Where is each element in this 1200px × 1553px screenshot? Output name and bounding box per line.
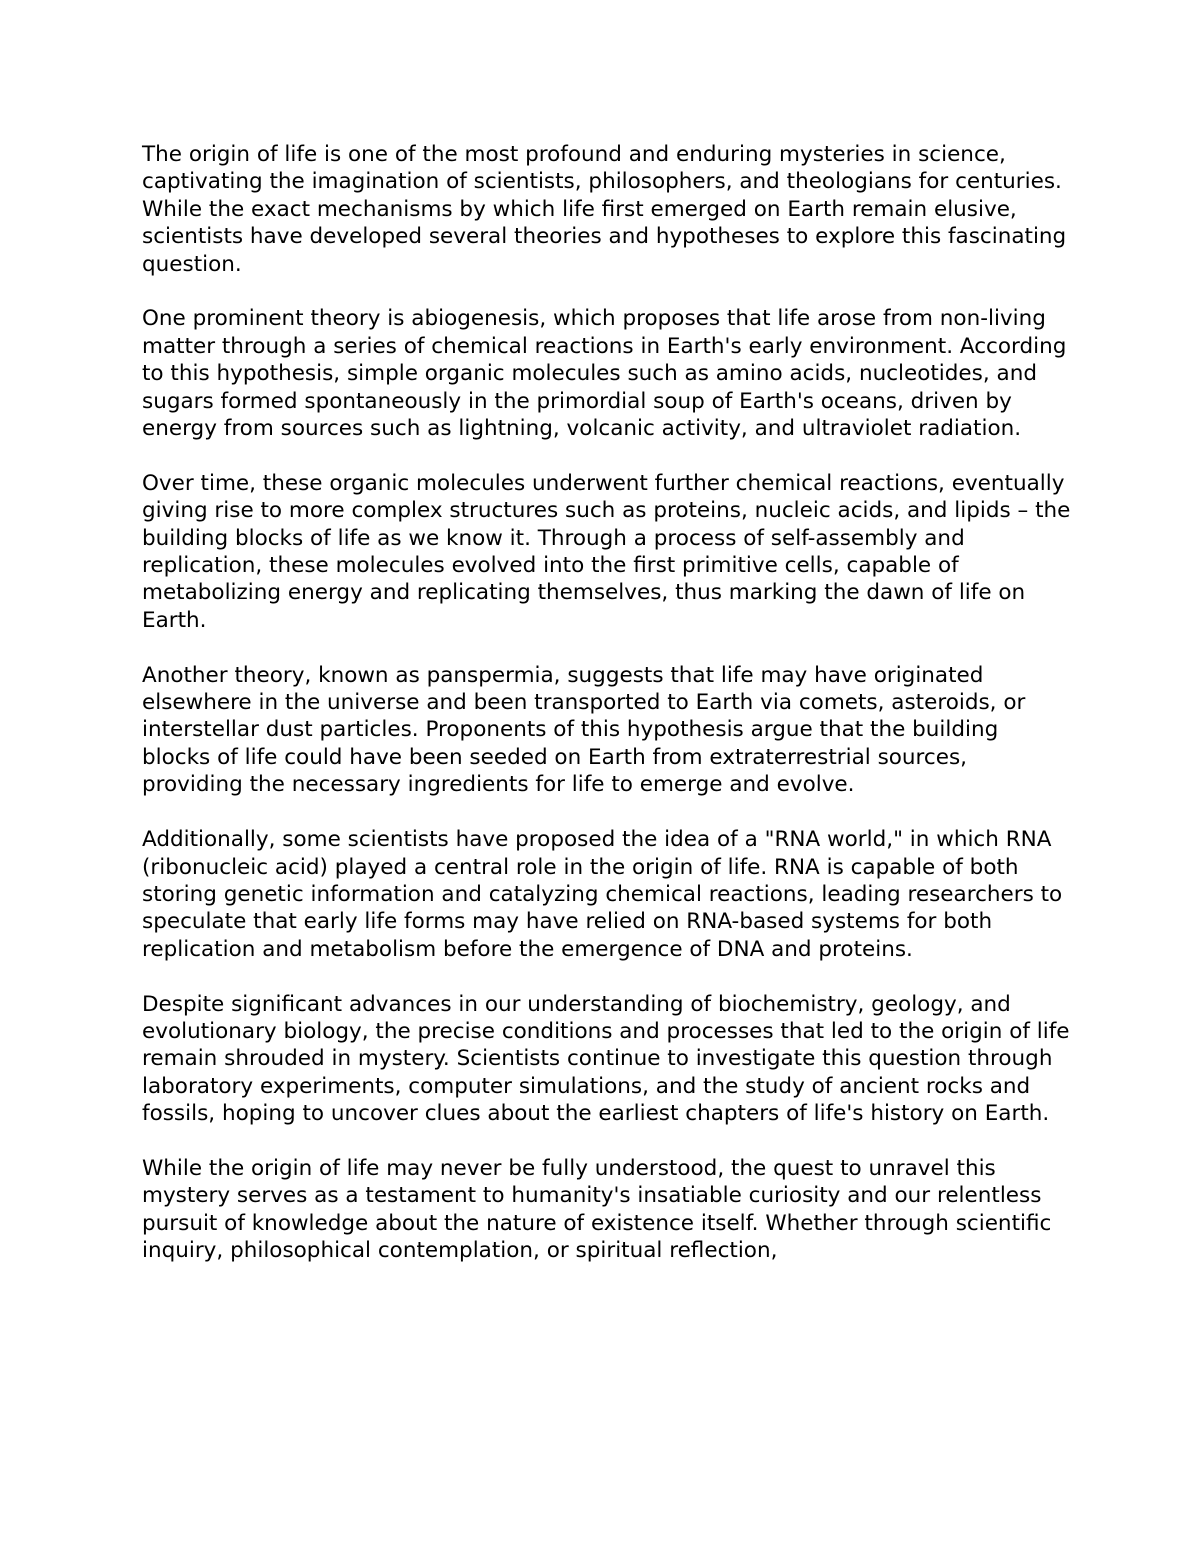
paragraph: While the origin of life may never be fully understood, the quest to unravel this mystery serves as a testament to humanity's insatiable curiosity and our relentless pursuit of knowledge about the nature of existence itself. Whether through scientific inquiry, philosophical contemplation, or spiritual reflection, [142,1155,1052,1264]
paragraph: Another theory, known as panspermia, suggests that life may have originated elsewhere in the universe and been transported to Earth via comets, asteroids, or interstellar dust particles. Proponents of this hypothesis argue that the building blocks of life could have been seeded on Earth from extraterrestrial sources, providing the necessary ingredients for life to emerge and evolve. [142,662,1026,798]
paragraph: Over time, these organic molecules underwent further chemical reactions, eventually giving rise to more complex structures such as proteins, nucleic acids, and lipids – the building blocks of life as we know it. Through a process of self-assembly and replication, these molecules evolved into the first primitive cells, capable of metabolizing energy and replicating themselves, thus marking the dawn of life on Earth. [142,470,1071,633]
document-body [142,141,1072,1292]
paragraph: Despite significant advances in our understanding of biochemistry, geology, and evolutionary biology, the precise conditions and processes that led to the origin of life remain shrouded in mystery. Scientists continue to investigate this question through laboratory experiments, computer simulations, and the study of ancient rocks and fossils, hoping to uncover clues about the earliest chapters of life's history on Earth. [142,991,1070,1127]
paragraph: One prominent theory is abiogenesis, which proposes that life arose from non-living matter through a series of chemical reactions in Earth's early environment. According to this hypothesis, simple organic molecules such as amino acids, nucleotides, and sugars formed spontaneously in the primordial soup of Earth's oceans, driven by energy from sources such as lightning, volcanic activity, and ultraviolet radiation. [142,306,1067,442]
paragraph: Additionally, some scientists have proposed the idea of a "RNA world," in which RNA (ribonucleic acid) played a central role in the origin of life. RNA is capable of both storing genetic information and catalyzing chemical reactions, leading researchers to speculate that early life forms may have relied on RNA-based systems for both replication and metabolism before the emergence of DNA and proteins. [142,827,1063,962]
paragraph: The origin of life is one of the most profound and enduring mysteries in science, captivating the imagination of scientists, philosophers, and theologians for centuries. While the exact mechanisms by which life first emerged on Earth remain elusive, scientists have developed several theories and hypotheses to explore this fascinating question. [142,142,1067,277]
